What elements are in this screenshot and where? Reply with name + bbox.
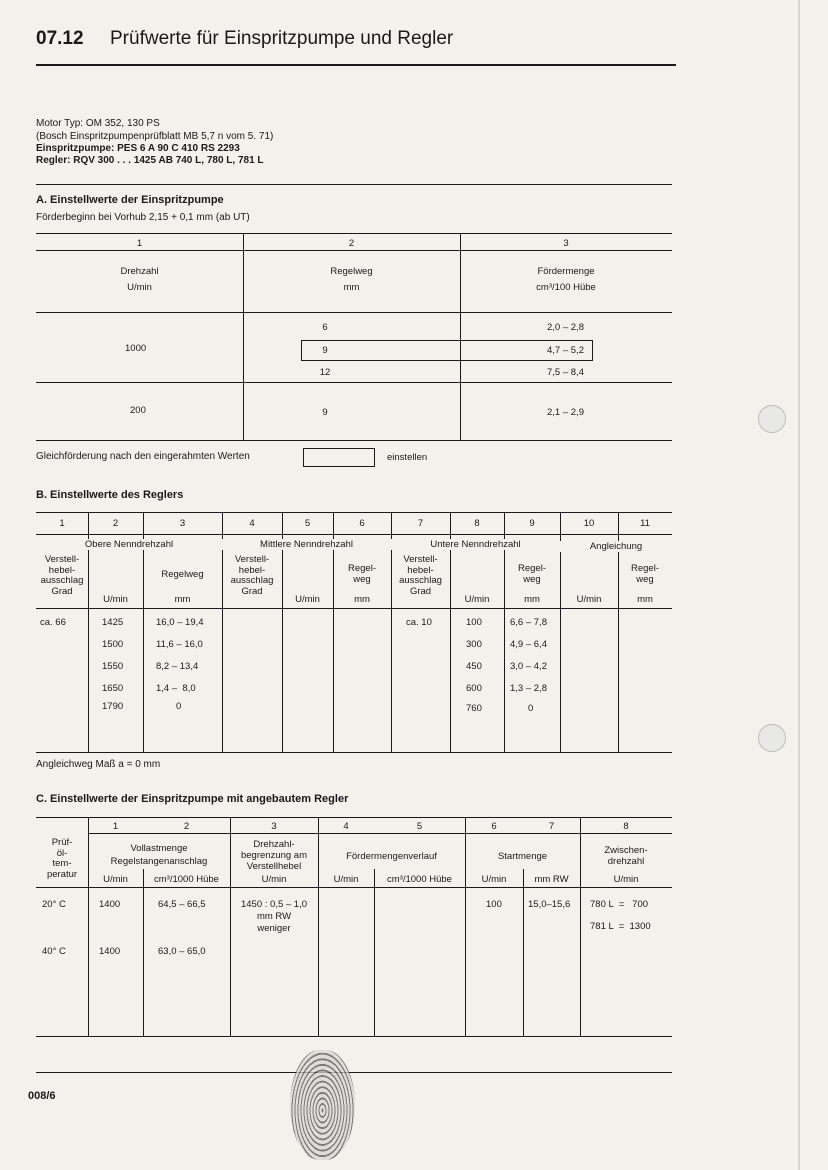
page-edge: [798, 0, 800, 1170]
col-number: 8: [623, 821, 629, 832]
section-a-title: A. Einstellwerte der Einspritzpumpe: [36, 194, 224, 206]
motor-type: Motor Typ: OM 352, 130 PS: [36, 118, 160, 129]
table-cell: 8,2 – 13,4: [156, 661, 199, 672]
table-cell: 16,0 – 19,4: [156, 617, 204, 628]
regulator-type: Regler: RQV 300 . . . 1425 AB 740 L, 780 L, 781 L: [36, 155, 264, 166]
page-title: Prüfwerte für Einspritzpumpe und Regler: [110, 28, 454, 49]
header-umin: U/min: [295, 594, 320, 605]
bosch-reference: (Bosch Einspritzpumpenprüfblatt MB 5,7 n vom 5. 71): [36, 131, 274, 142]
header-regelweg-unit: mm: [343, 282, 360, 293]
section-c-title: C. Einstellwerte der Einspritzpumpe mit angebautem Regler: [36, 793, 349, 805]
group-obere: Obere Nenndrehzahl: [36, 539, 222, 550]
pump-type: Einspritzpumpe: PES 6 A 90 C 410 RS 2293: [36, 143, 240, 154]
table-cell: 1425: [102, 617, 124, 628]
table-cell: 3,0 – 4,2: [510, 661, 547, 672]
table-cell: 63,0 – 65,0: [158, 946, 206, 957]
table-cell: 300: [466, 639, 482, 650]
col-number: 7: [417, 518, 424, 529]
table-cell: 0: [176, 701, 182, 712]
header-foerdermengenverlauf: Fördermengenverlauf: [346, 851, 437, 862]
table-cell: 1450 : 0,5 – 1,0 mm RW weniger: [240, 899, 308, 934]
group-mittlere: Mittlere Nenndrehzahl: [222, 539, 391, 550]
table-cell: ca. 10: [406, 617, 432, 628]
col-number: 1: [136, 238, 143, 249]
col-number: 10: [583, 518, 595, 529]
header-hube: cm³/1000 Hübe: [154, 874, 219, 885]
section-b-title: B. Einstellwerte des Reglers: [36, 489, 184, 501]
header-drehzahlbegrenzung: Drehzahl- begrenzung am Verstellhebel: [240, 839, 308, 872]
table-cell: 15,0–15,6: [528, 899, 571, 910]
framed-values-box: [301, 340, 593, 361]
table-cell: 781 L = 1300: [590, 921, 651, 932]
header-hube: cm³/1000 Hübe: [387, 874, 452, 885]
page-number: 008/6: [28, 1090, 56, 1102]
table-cell: 200: [130, 405, 146, 416]
group-untere: Untere Nenndrehzahl: [391, 539, 560, 550]
col-number: 2: [112, 518, 119, 529]
section-a-subtitle: Förderbeginn bei Vorhub 2,15 + 0,1 mm (ab UT): [36, 212, 250, 223]
table-cell: 9: [322, 345, 328, 356]
table-cell: 4,9 – 6,4: [510, 639, 547, 650]
header-mm: mm: [174, 594, 191, 605]
table-cell: 1550: [102, 661, 124, 672]
col-number: 6: [359, 518, 365, 529]
col-number: 5: [416, 821, 423, 832]
col-number: 6: [491, 821, 497, 832]
header-umin: U/min: [613, 874, 639, 885]
header-drehzahl-unit: U/min: [127, 282, 152, 293]
table-cell: 1,4 – 8,0: [156, 683, 196, 694]
table-cell: 1000: [125, 343, 147, 354]
col-number: 3: [563, 238, 569, 249]
col-number: 11: [640, 518, 650, 529]
header-pruefoel: Prüf- öl- tem- peratur: [46, 837, 78, 880]
header-drehzahl: Drehzahl: [120, 266, 159, 277]
header-menge: Fördermenge: [537, 266, 595, 277]
col-number: 2: [183, 821, 190, 832]
col-number: 1: [59, 518, 65, 529]
table-cell: 1,3 – 2,8: [510, 683, 547, 694]
header-umin: U/min: [103, 594, 128, 605]
col-number: 9: [529, 518, 535, 529]
punch-hole: [758, 405, 786, 433]
col-number: 3: [271, 821, 277, 832]
header-umin: U/min: [103, 874, 128, 885]
table-cell: 7,5 – 8,4: [547, 367, 584, 378]
col-number: 1: [112, 821, 119, 832]
table-cell: 100: [486, 899, 502, 910]
title-rule: [36, 64, 676, 66]
header-mm: mm: [637, 594, 653, 605]
table-cell: 1400: [99, 946, 121, 957]
header-mm: mm: [354, 594, 370, 605]
col-number: 4: [249, 518, 255, 529]
table-cell: 1790: [102, 701, 124, 712]
header-vollast: Vollastmenge Regelstangenanschlag: [110, 843, 208, 867]
table-cell: ca. 66: [40, 617, 66, 628]
table-cell: 2,1 – 2,9: [547, 407, 584, 418]
col-number: 7: [548, 821, 555, 832]
header-umin: U/min: [464, 594, 490, 605]
fingerprint-smudge: [290, 1050, 355, 1160]
col-number: 8: [474, 518, 480, 529]
header-zwischendrehzahl: Zwischen- drehzahl: [604, 845, 648, 867]
header-umin: U/min: [481, 874, 507, 885]
table-cell: 9: [322, 407, 328, 418]
table-cell: 12: [319, 367, 331, 378]
header-verstell: Verstell- hebel- ausschlag Grad: [230, 554, 274, 597]
meta-rule: [36, 184, 672, 185]
group-angleichung: Angleichung: [560, 541, 672, 552]
table-cell: 0: [528, 703, 534, 714]
table-cell: 760: [466, 703, 482, 714]
table-cell: 6: [322, 322, 328, 333]
table-cell: 6,6 – 7,8: [510, 617, 547, 628]
section-a-note: Gleichförderung nach den eingerahmten Werten: [36, 451, 250, 462]
header-regelweg: Regel- weg: [348, 563, 376, 585]
table-cell: 780 L = 700: [590, 899, 649, 910]
header-umin: U/min: [576, 594, 602, 605]
col-number: 3: [179, 518, 186, 529]
header-mm: mm: [524, 594, 540, 605]
header-regelweg: Regelweg: [330, 266, 373, 277]
punch-hole: [758, 724, 786, 752]
header-menge-unit: cm³/100 Hübe: [536, 282, 596, 293]
header-regelweg: Regel- weg: [518, 563, 546, 585]
table-cell: 100: [466, 617, 482, 628]
table-cell: 600: [466, 683, 482, 694]
table-cell: 20° C: [42, 899, 66, 910]
table-cell: 450: [466, 661, 482, 672]
col-number: 4: [343, 821, 349, 832]
header-regelweg: Regel- weg: [631, 563, 659, 585]
header-verstell: Verstell- hebel- ausschlag Grad: [399, 554, 442, 597]
table-cell: 4,7 – 5,2: [547, 345, 584, 356]
table-cell: 11,6 – 16,0: [156, 639, 203, 650]
table-cell: 1500: [102, 639, 124, 650]
table-cell: 40° C: [42, 946, 66, 957]
col-number: 2: [348, 238, 355, 249]
header-umin: U/min: [333, 874, 359, 885]
table-cell: 64,5 – 66,5: [158, 899, 206, 910]
col-number: 5: [304, 518, 311, 529]
header-verstell: Verstell- hebel- ausschlag Grad: [40, 554, 84, 597]
header-mmrw: mm RW: [534, 874, 569, 885]
header-startmenge: Startmenge: [497, 851, 548, 862]
header-regelweg: Regelweg: [161, 569, 204, 580]
table-cell: 1400: [99, 899, 121, 910]
header-umin: U/min: [261, 874, 287, 885]
note-action: einstellen: [387, 452, 428, 463]
section-number: 07.12: [36, 28, 84, 49]
table-cell: 1650: [102, 683, 124, 694]
table-cell: 2,0 – 2,8: [547, 322, 584, 333]
frame-symbol: [303, 448, 375, 467]
section-b-note: Angleichweg Maß a = 0 mm: [36, 759, 161, 770]
